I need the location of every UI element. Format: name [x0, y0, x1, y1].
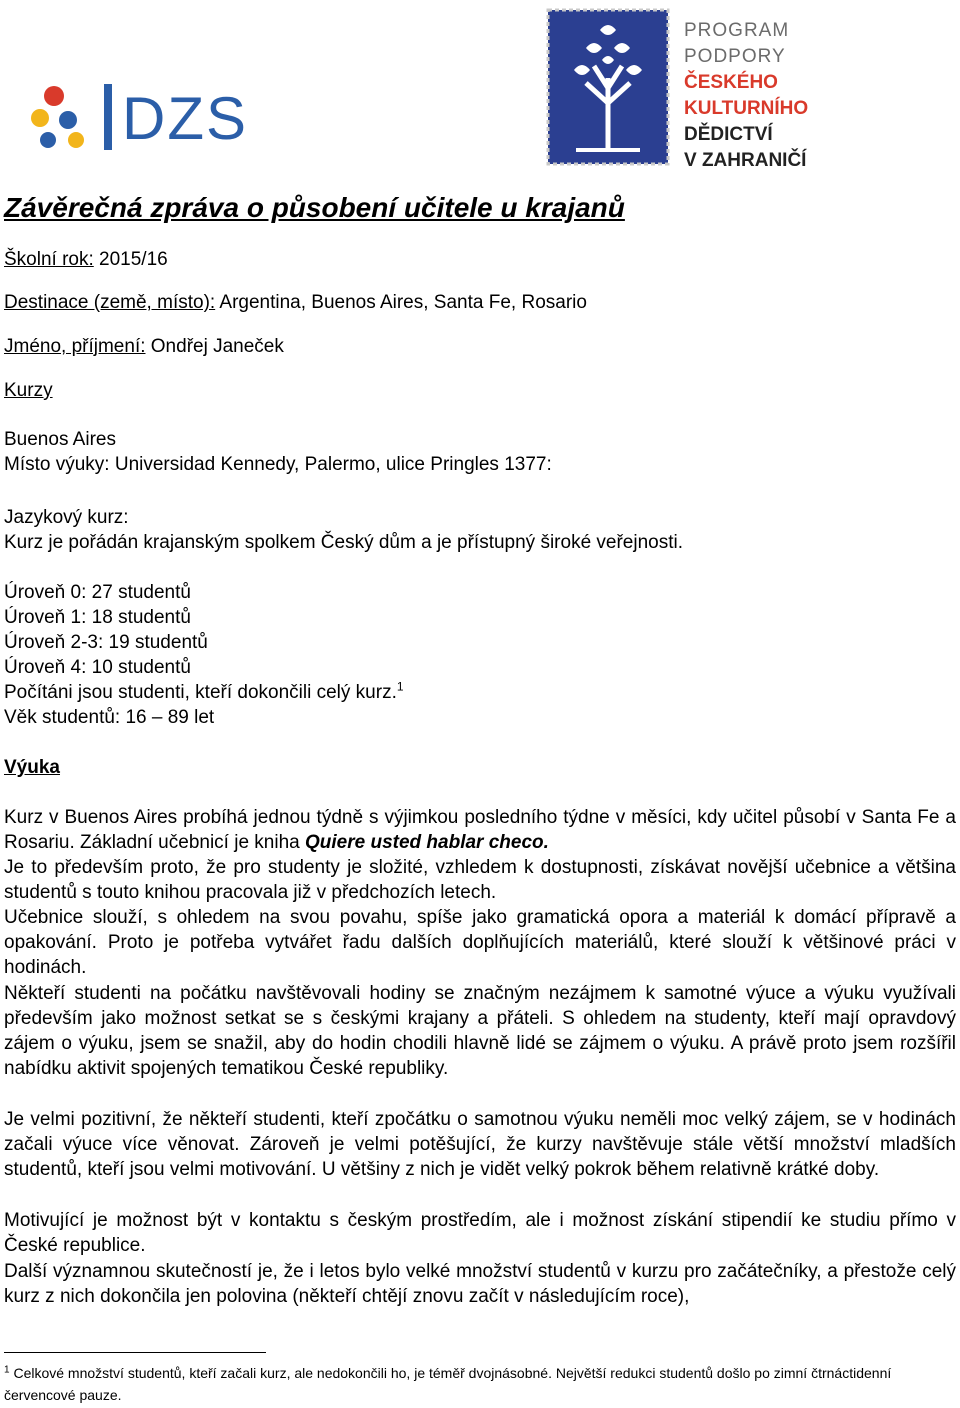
level-item: Úroveň 4: 10 studentů: [4, 657, 191, 678]
courses-heading: Kurzy: [4, 380, 53, 401]
footnote-text: Celkové množství studentů, kteří začali kurz, ale nedokončili ho, je téměř dvojnásobné. Největší redukci studentů došlo po zimní čtrnáctidenní červencové pauze.: [4, 1365, 892, 1403]
paragraph-1: [4, 805, 956, 855]
document-title: Závěrečná zpráva o působení učitele u krajanů: [4, 192, 625, 223]
program-text: [684, 18, 884, 174]
dzs-wordmark: DZS: [122, 85, 248, 152]
program-line-2: ČESKÉHO: [684, 72, 778, 93]
dzs-bar: [104, 84, 112, 150]
name-value: Ondřej Janeček: [145, 336, 284, 357]
language-course-text: Kurz je pořádán krajanským spolkem Český dům a je přístupný široké veřejnosti.: [4, 532, 684, 553]
teaching-heading: Výuka: [4, 757, 60, 778]
name-row: [4, 334, 284, 359]
counted-note-text: Počítáni jsou studenti, kteří dokončili celý kurz.: [4, 682, 397, 703]
city-heading: Buenos Aires: [4, 429, 116, 450]
destination-row: [4, 290, 587, 315]
paragraph-2: Je to především proto, že pro studenty je složité, vzhledem k dostupnosti, získávat novější učebnice a většina studentů s touto knihou pracovala již v předchozích letech.: [4, 857, 956, 903]
name-label: Jméno, příjmení:: [4, 336, 146, 357]
school-year-row: [4, 247, 168, 272]
level-item: Úroveň 2-3: 19 studentů: [4, 632, 208, 653]
tree-stamp-icon: [546, 8, 670, 166]
program-line-4: DĚDICTVÍ: [684, 124, 773, 145]
footnote-reference[interactable]: 1: [396, 679, 404, 694]
footnote-separator: [4, 1352, 266, 1353]
program-line-3: KULTURNÍHO: [684, 98, 809, 119]
program-line-5: V ZAHRANIČÍ: [684, 150, 807, 171]
age-line: Věk studentů: 16 – 89 let: [4, 707, 215, 728]
program-stamp: [546, 8, 670, 166]
footnote: [4, 1362, 944, 1406]
destination-label: Destinace (země, místo):: [4, 292, 216, 313]
destination-value: Argentina, Buenos Aires, Santa Fe, Rosario: [215, 292, 587, 313]
school-year-label: Školní rok:: [4, 249, 94, 270]
level-item: Úroveň 0: 27 studentů: [4, 582, 191, 603]
location-line: Místo výuky: Universidad Kennedy, Palermo, ulice Pringles 1377:: [4, 454, 552, 475]
paragraph-3: Učebnice slouží, s ohledem na svou povahu, spíše jako gramatická opora a materiál k domácí přípravě a opakování. Proto je potřeba vytvářet řadu dalších doplňujících materiálů, které slouží k většinové práci v hodinách.: [4, 907, 956, 978]
dzs-emblem-icon: [28, 82, 98, 152]
program-line-1: PROGRAM PODPORY: [684, 20, 790, 67]
paragraph-4: Někteří studenti na počátku navštěvovali hodiny se značným nezájmem k samotné výuce a výuku využívali především jako možnost setkat se s českými krajany a přáteli. S ohledem na studenty, kteří mají opravdový zájem o výuku, jsem se snažil, aby do hodin chodili hlavně lidé se zájmem o výuku. A právě proto jsem rozšířil nabídku aktivit spojených tematikou České republiky.: [4, 983, 956, 1079]
dzs-logo: [28, 82, 248, 154]
counted-note: [4, 680, 404, 705]
paragraph-5: Je velmi pozitivní, že někteří studenti, kteří zpočátku o samotnou výuku neměli moc velký zájem, se v hodinách začali výuce více věnovat. Zároveň je velmi potěšující, že kurzy navštěvuje stále větší množství mladších studentů, kteří jsou velmi motivování. U většiny z nich je vidět velký pokrok během relativně krátké doby.: [4, 1109, 956, 1180]
footnote-number: 1: [4, 1364, 10, 1376]
paragraph-7: Další významnou skutečností je, že i letos bylo velké množství studentů v kurzu pro začátečníky, a přestože celý kurz z nich dokončila jen polovina (někteří chtějí znovu začít v následujícím roce),: [4, 1261, 956, 1307]
language-course-heading: Jazykový kurz:: [4, 507, 129, 528]
level-item: Úroveň 1: 18 studentů: [4, 607, 191, 628]
paragraph-6: Motivující je možnost být v kontaktu s českým prostředím, ale i možnost získání stipendií ke studiu přímo v České republice.: [4, 1210, 956, 1256]
paragraph-1-text: Kurz v Buenos Aires probíhá jednou týdně s výjimkou posledního týdne v měsíci, kdy učitel působí v Santa Fe a Rosariu. Základní učebnicí je kniha: [4, 807, 956, 853]
textbook-title: Quiere usted hablar checo.: [305, 832, 549, 853]
school-year-value: 2015/16: [93, 249, 168, 270]
